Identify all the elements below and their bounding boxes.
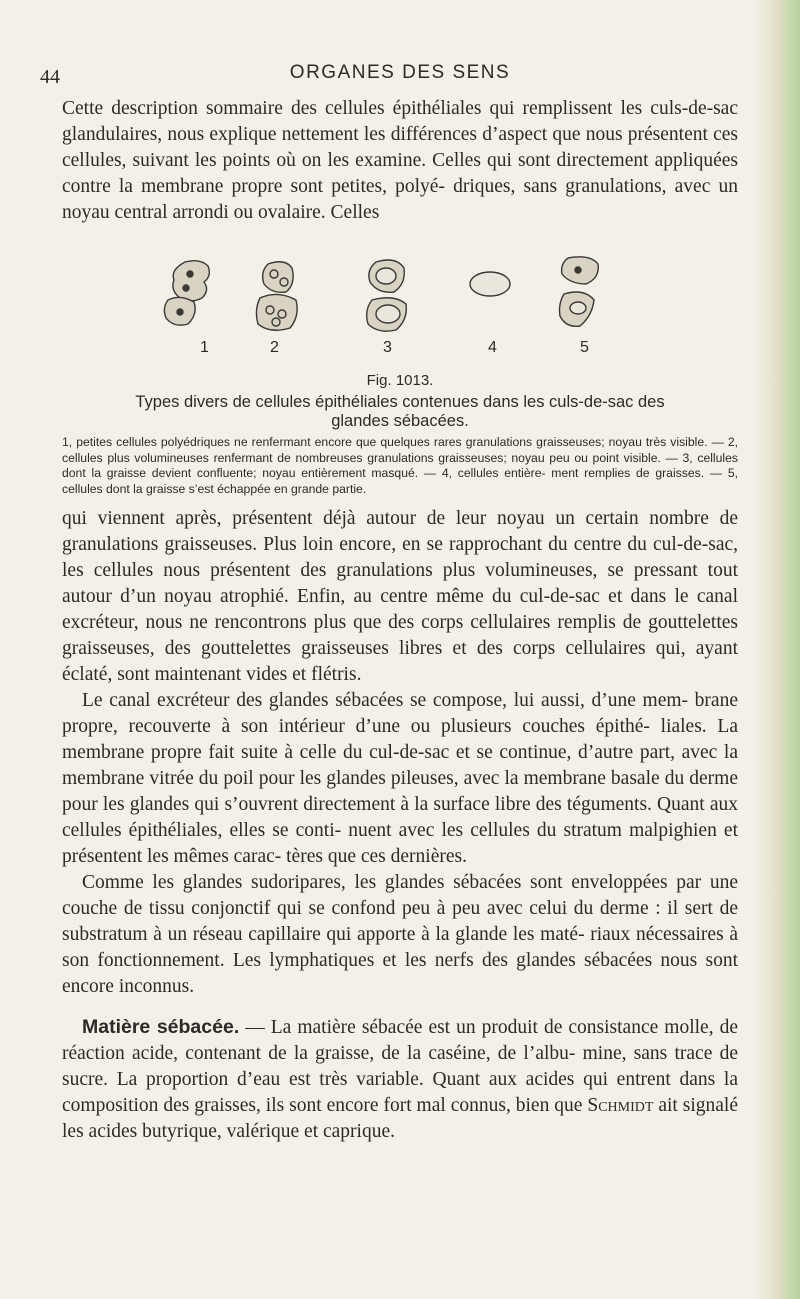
cell-group-1 <box>164 261 209 325</box>
section-heading: Matière sébacée. <box>82 1016 240 1038</box>
paragraph-2: qui viennent après, présentent déjà autour de leur noyau un certain nombre de granulations graisseuses. Plus loin encore, en se rapprochant du centre du cul-de-sac, les cellules nous présentent des granulations plus volumineuses, se pressant tout autour d’un noyau atrophié. Enfin, au centre même du cul-de-sac et dans le canal excréteur, nous ne rencontrons plus que des corps cellulaires remplis de gouttelettes graisseuses, des gouttelettes graisseuses libres et des corps cellulaires qui, ayant éclaté, sont maintenant vides et flétris. <box>62 508 738 685</box>
running-title: ORGANES DES SENS <box>289 62 511 83</box>
paragraph-4: Comme les glandes sudoripares, les glandes sébacées sont enveloppées par une couche de tissu conjonctif qui se confond peu à peu avec celui du derme : il sert de substratum à un réseau capillaire qui apporte à la glande les maté- riaux nécessaires à son fonctionnement. Les lymphatiques et les nerfs des glandes sébacées nous sont encore inconnus. <box>62 872 738 997</box>
figure-number-3: 3 <box>383 339 392 356</box>
paragraph-1: Cette description sommaire des cellules épithéliales qui remplissent les culs-de-sac glandulaires, nous explique nettement les différences d’aspect que nous présentent ces cellules, suivant les points où on les examine. Celles qui sont directement appliquées contre la membrane propre sont petites, polyé- driques, sans granulations, avec un noyau central arrondi ou ovalaire. Celles <box>62 98 738 223</box>
figure-number-4: 4 <box>488 339 497 356</box>
figure-number-5: 5 <box>580 339 589 356</box>
author-name: Schmidt <box>587 1095 654 1116</box>
page-number: 44 <box>40 66 60 88</box>
section-text-a: — La matière sébacée est un produit de consistance molle, de réaction acide, contenant de la graisse, de la caséine, de l’albu- mine, sans trace de sucre. La proportion d’eau est très variable. Quant aux acides qui entrent dans la composition des graisses, ils sont encore fort mal connus, bien que <box>62 1017 738 1116</box>
page-edge-shadow <box>756 0 800 1299</box>
body-text <box>62 506 738 1145</box>
cell-group-4 <box>470 272 510 296</box>
cell-group-3 <box>367 260 407 331</box>
section-text-b: ait signalé les acides butyrique, valérique et caprique. <box>62 1095 738 1142</box>
page-header <box>0 62 800 92</box>
section-paragraph <box>62 1014 738 1145</box>
figure-number-2: 2 <box>270 339 279 356</box>
paragraph-3: Le canal excréteur des glandes sébacées se compose, lui aussi, d’une mem- brane propre, recouverte à son intérieur d’une ou plusieurs couches épithé- liales. La membrane propre fait suite à celle du cul-de-sac et se continue, d’autre part, avec la membrane vitrée du poil pour les glandes pileuses, avec la membrane basale du derme pour les glandes qui s’ouvrent directement à la surface libre des téguments. Quant aux cellules épithéliales, elles se conti- nuent avec les cellules du stratum malpighien et présentent les mêmes carac- tères que ces dernières. <box>62 690 738 867</box>
cell-group-5 <box>560 257 599 326</box>
figure-legend: 1, petites cellules polyédriques ne renfermant encore que quelques rares granulations graisseuses; noyau très visible. — 2, cellules plus volumineuses renfermant de nombreuses granulations graisseuses; noyau peu ou point visible. — 3, cellules dont la graisse devient confluente; noyau entièrement masqué. — 4, cellules entière- ment remplies de graisses. — 5, cellules dont la graisse s’est échappée en grande partie. <box>62 435 738 496</box>
figure-numbers <box>160 339 630 361</box>
figure-caption: Types divers de cellules épithéliales contenues dans les culs-de-sac des glandes sébacées. <box>135 393 665 430</box>
figure-title: Fig. 1013. <box>366 372 434 389</box>
figure-number-1: 1 <box>200 339 209 356</box>
cell-group-2 <box>256 262 297 331</box>
paragraph-1-block <box>62 96 738 226</box>
